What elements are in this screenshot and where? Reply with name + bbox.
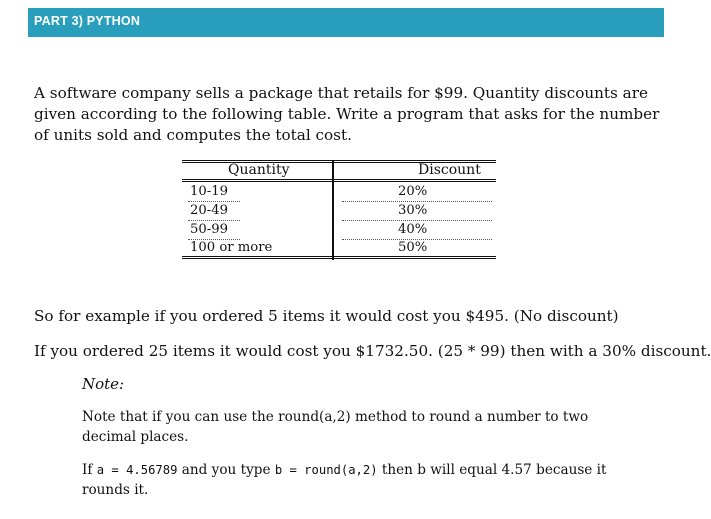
section-banner bbox=[28, 8, 664, 37]
note-prefix: If bbox=[82, 462, 93, 478]
table-header-rule bbox=[182, 179, 496, 180]
table-top-rule bbox=[182, 160, 496, 161]
note-text: Note that if you can use the round(a,2) method to round a number to two decimal places. bbox=[82, 409, 589, 445]
discount-table bbox=[182, 160, 496, 260]
table-cell-quantity: 100 or more bbox=[190, 240, 273, 255]
note-heading: Note: bbox=[82, 375, 125, 393]
code-snippet-a: a = 4.56789 bbox=[96, 463, 178, 477]
table-cell-quantity: 50-99 bbox=[190, 222, 229, 237]
table-bottom-rule-inner bbox=[182, 258, 496, 259]
note-example bbox=[82, 460, 642, 500]
section-title: PART 3) PYTHON bbox=[34, 14, 141, 28]
table-cell-discount: 50% bbox=[398, 240, 428, 255]
table-column-separator bbox=[332, 160, 334, 260]
problem-description: A software company sells a package that retails for $99. Quantity discounts are given according to the following table. Write a program that asks for the number of units sold and computes the total cost. bbox=[34, 84, 660, 144]
table-cell-discount: 20% bbox=[398, 184, 428, 199]
note-mid: and you type bbox=[181, 462, 271, 478]
table-cell-discount: 40% bbox=[398, 222, 428, 237]
example-line-1: So for example if you ordered 5 items it would cost you $495. (No discount) bbox=[34, 307, 619, 325]
table-cell-quantity: 10-19 bbox=[190, 184, 229, 199]
code-snippet-b: b = round(a,2) bbox=[274, 463, 378, 477]
header-discount: Discount bbox=[418, 162, 481, 178]
header-quantity: Quantity bbox=[228, 162, 290, 178]
example-line-2: If you ordered 25 items it would cost you $1732.50. (25 * 99) then with a 30% discount. bbox=[34, 342, 711, 360]
table-cell-discount: 30% bbox=[398, 203, 428, 218]
table-cell-quantity: 20-49 bbox=[190, 203, 229, 218]
table-bottom-rule bbox=[182, 256, 496, 257]
table-header-rule-inner bbox=[182, 181, 496, 182]
note-suffix: then b will equal 4.57 because it rounds it. bbox=[82, 462, 607, 498]
